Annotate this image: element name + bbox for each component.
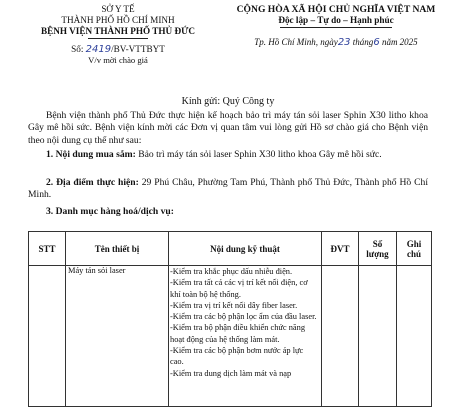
header-qty: Số lượng: [359, 232, 397, 266]
document-number-suffix: /BV-VTTBYT: [111, 44, 165, 54]
tech-line: -Kiểm tra tất cả các vị trí kết nối điện, cơ khí toàn bộ hệ thống.: [170, 278, 308, 299]
date-suffix: năm 2025: [381, 37, 418, 47]
header-tech: Nội dung kỹ thuật: [169, 232, 322, 266]
date-day-handwritten: 23: [337, 37, 351, 48]
date-middle: tháng: [352, 37, 374, 47]
tech-line: -Kiểm tra các bộ phận bơm nước áp lực cao.: [170, 346, 304, 367]
header-note: Ghi chú: [397, 232, 432, 266]
motto-underline: [280, 27, 392, 28]
issuer-block: [20, 4, 216, 66]
greeting: Kính gửi: Quý Công ty: [181, 96, 275, 107]
item-2-label: 2. Địa điểm thực hiện:: [46, 177, 139, 188]
item-2: [28, 177, 428, 202]
national-motto: Độc lập – Tự do – Hạnh phúc: [278, 15, 394, 25]
item-1-label: 1. Nội dung mua sắm:: [46, 149, 136, 160]
date-month-handwritten: 6: [373, 37, 380, 48]
issuer-hospital: BỆNH VIỆN THÀNH PHỐ THỦ ĐỨC: [40, 26, 196, 36]
date-prefix: Tp. Hồ Chí Minh, ngày: [254, 37, 338, 47]
header-stt: STT: [29, 232, 66, 266]
document-number: [20, 44, 216, 55]
cell-stt: [29, 266, 66, 407]
header-unit: ĐVT: [322, 232, 359, 266]
table-header-row: [29, 232, 432, 266]
tech-line: -Kiểm tra dung dịch làm mát và nạp: [170, 368, 292, 378]
header-device: Tên thiết bị: [66, 232, 169, 266]
tech-line: -Kiểm tra bộ phận điều khiển chức năng hoạt động của hệ thống làm mát.: [170, 323, 306, 344]
cell-tech-content: [169, 266, 322, 407]
document-date: [216, 37, 456, 48]
nation-name: CỘNG HÒA XÃ HỘI CHỦ NGHĨA VIỆT NAM: [236, 4, 436, 15]
item-3: [28, 206, 428, 218]
document-number-handwritten: 2419: [85, 44, 112, 55]
cell-qty: [359, 266, 397, 407]
item-3-label: 3. Danh mục hàng hoá/dịch vụ:: [46, 206, 174, 217]
document-number-prefix: Số:: [71, 44, 84, 54]
issuer-city: THÀNH PHỐ HỒ CHÍ MINH: [61, 15, 175, 25]
tech-line: -Kiểm tra khắc phục dấu nhiễu điện.: [170, 267, 293, 276]
table-row: [29, 266, 432, 407]
cell-note: [397, 266, 432, 407]
tech-line: -Kiểm tra vị trí kết nối dây fiber laser.: [170, 300, 298, 310]
intro-paragraph: Bệnh viện thành phố Thủ Đức thực hiện kế hoạch bảo trì máy tán sỏi laser Sphin X30 litho khoa Gây mê hồi sức. Bệnh viện kính mời các Đơn vị quan tâm vui lòng gửi Hồ sơ chào giá cho Bệnh viện theo nội dung cụ thể như sau:: [28, 110, 428, 146]
item-2-text: 29 Phú Châu, Phường Tam Phú, Thành phố Thủ Đức, Thành phố Hồ Chí Minh.: [28, 177, 428, 201]
cell-unit: [322, 266, 359, 407]
national-header: [216, 4, 456, 48]
document-subject: V/v mời chào giá: [88, 55, 148, 65]
tech-line: -Kiểm tra các bộ phận lọc ẩm của đầu laser.: [170, 312, 317, 322]
cell-device-name: Máy tán sỏi laser: [66, 266, 169, 407]
issuer-underline: [88, 38, 148, 39]
item-1: [28, 149, 428, 161]
goods-table: [28, 231, 432, 407]
item-1-text: Bảo trì máy tán sỏi laser Sphin X30 litho khoa Gây mê hồi sức.: [135, 149, 382, 160]
issuer-department: SỞ Y TẾ: [101, 4, 135, 14]
